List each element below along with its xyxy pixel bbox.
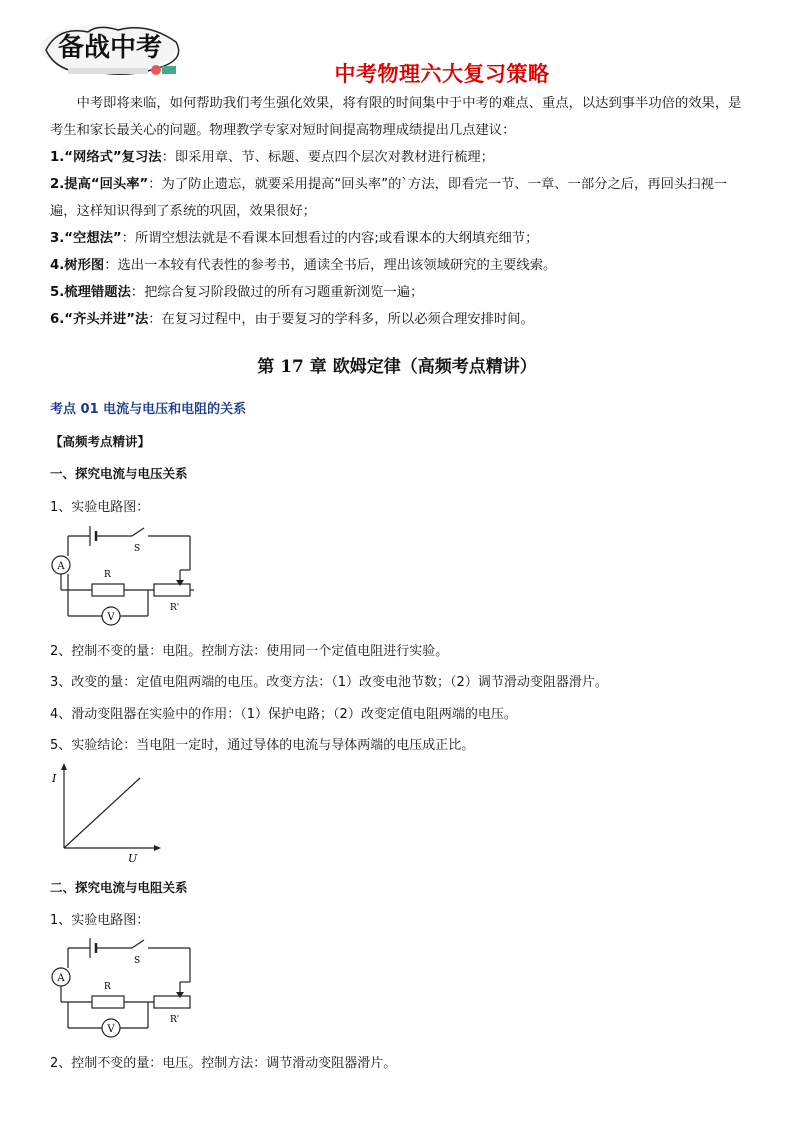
graph-x-label: U — [128, 852, 138, 865]
chapter-title: 第 17 章 欧姆定律（高频考点精讲） — [257, 357, 537, 377]
tip-label: 1.“网络式”复习法 — [50, 150, 162, 165]
kaodian-heading: 考点 01 电流与电压和电阻的关系 — [50, 402, 247, 417]
part1-line-3: 3、改变的量：定值电阻两端的电压。改变方法：（1）改变电池节数；（2）调节滑动变阻器滑片。 — [50, 675, 608, 690]
proportional-line — [64, 778, 140, 848]
tip-label: 4.树形图 — [50, 258, 105, 273]
tip-1 — [50, 144, 750, 171]
tip-4 — [50, 252, 750, 279]
switch-label: S — [134, 956, 141, 966]
tip-label: 5.梳理错题法 — [50, 285, 131, 300]
voltmeter-label: V — [107, 1024, 115, 1035]
tip-text: ：为了防止遗忘，就要采用提高“回头率”的`方法，即看完一节、一章、一部分之后，再回头扫视一遍，这样知识得到了系统的巩固，效果很好； — [50, 177, 728, 219]
ammeter-label: A — [57, 973, 65, 984]
tip-5 — [50, 279, 750, 306]
iu-graph — [44, 762, 164, 866]
tip-text: ：把综合复习阶段做过的所有习题重新浏览一遍； — [130, 285, 424, 300]
tip-3 — [50, 225, 750, 252]
part1-line-5: 5、实验结论：当电阻一定时，通过导体的电流与导体两端的电压成正比。 — [50, 738, 475, 753]
tip-text: ：即采用章、节、标题、要点四个层次对教材进行梳理； — [161, 150, 494, 165]
part1-line-1: 1、实验电路图： — [50, 500, 150, 515]
tip-text: ：选出一本较有代表性的参考书，通读全书后，理出该领域研究的主要线索。 — [104, 258, 557, 273]
part2-line-2: 2、控制不变的量：电压。控制方法：调节滑动变阻器滑片。 — [50, 1056, 397, 1071]
tip-text: ：在复习过程中，由于要复习的学科多，所以必须合理安排时间。 — [148, 312, 534, 327]
circuit-diagram-2 — [44, 932, 204, 1042]
part2-line-1: 1、实验电路图： — [50, 913, 150, 928]
switch-label: S — [134, 544, 141, 554]
voltmeter-label: V — [107, 612, 115, 623]
tip-label: 2.提高“回头率” — [50, 177, 149, 192]
part1-line-2: 2、控制不变的量：电阻。控制方法：使用同一个定值电阻进行实验。 — [50, 644, 449, 659]
tip-label: 3.“空想法” — [50, 231, 122, 246]
page-title: 中考物理六大复习策略 — [334, 62, 550, 86]
ammeter-label: A — [57, 561, 65, 572]
tip-6 — [50, 306, 750, 333]
resistor-label: R — [104, 982, 111, 992]
part1-line-4: 4、滑动变阻器在实验中的作用：（1）保护电路；（2）改变定值电阻两端的电压。 — [50, 707, 517, 722]
intro-section — [50, 90, 750, 333]
tip-text: ：所谓空想法就是不看课本回想看过的内容;或看课本的大纲填充细节； — [121, 231, 539, 246]
intro-paragraph: 中考即将来临，如何帮助我们考生强化效果，将有限的时间集中于中考的难点、重点，以达到事半功倍的效果，是考生和家长最关心的问题。物理教学专家对短时间提高物理成绩提出几点建议： — [50, 96, 742, 138]
tip-2 — [50, 171, 750, 225]
part2-heading: 二、探究电流与电阻关系 — [50, 880, 188, 895]
rheostat-label: R' — [170, 1015, 180, 1025]
tip-label: 6.“齐头并进”法 — [50, 312, 149, 327]
logo-text: 备战中考 — [57, 33, 163, 63]
resistor-label: R — [104, 570, 111, 580]
part1-heading: 一、探究电流与电压关系 — [50, 466, 188, 481]
section-tag: 【高频考点精讲】 — [50, 434, 151, 449]
rheostat-label: R' — [170, 603, 180, 613]
graph-y-label: I — [52, 772, 57, 785]
circuit-diagram-1 — [44, 520, 204, 630]
